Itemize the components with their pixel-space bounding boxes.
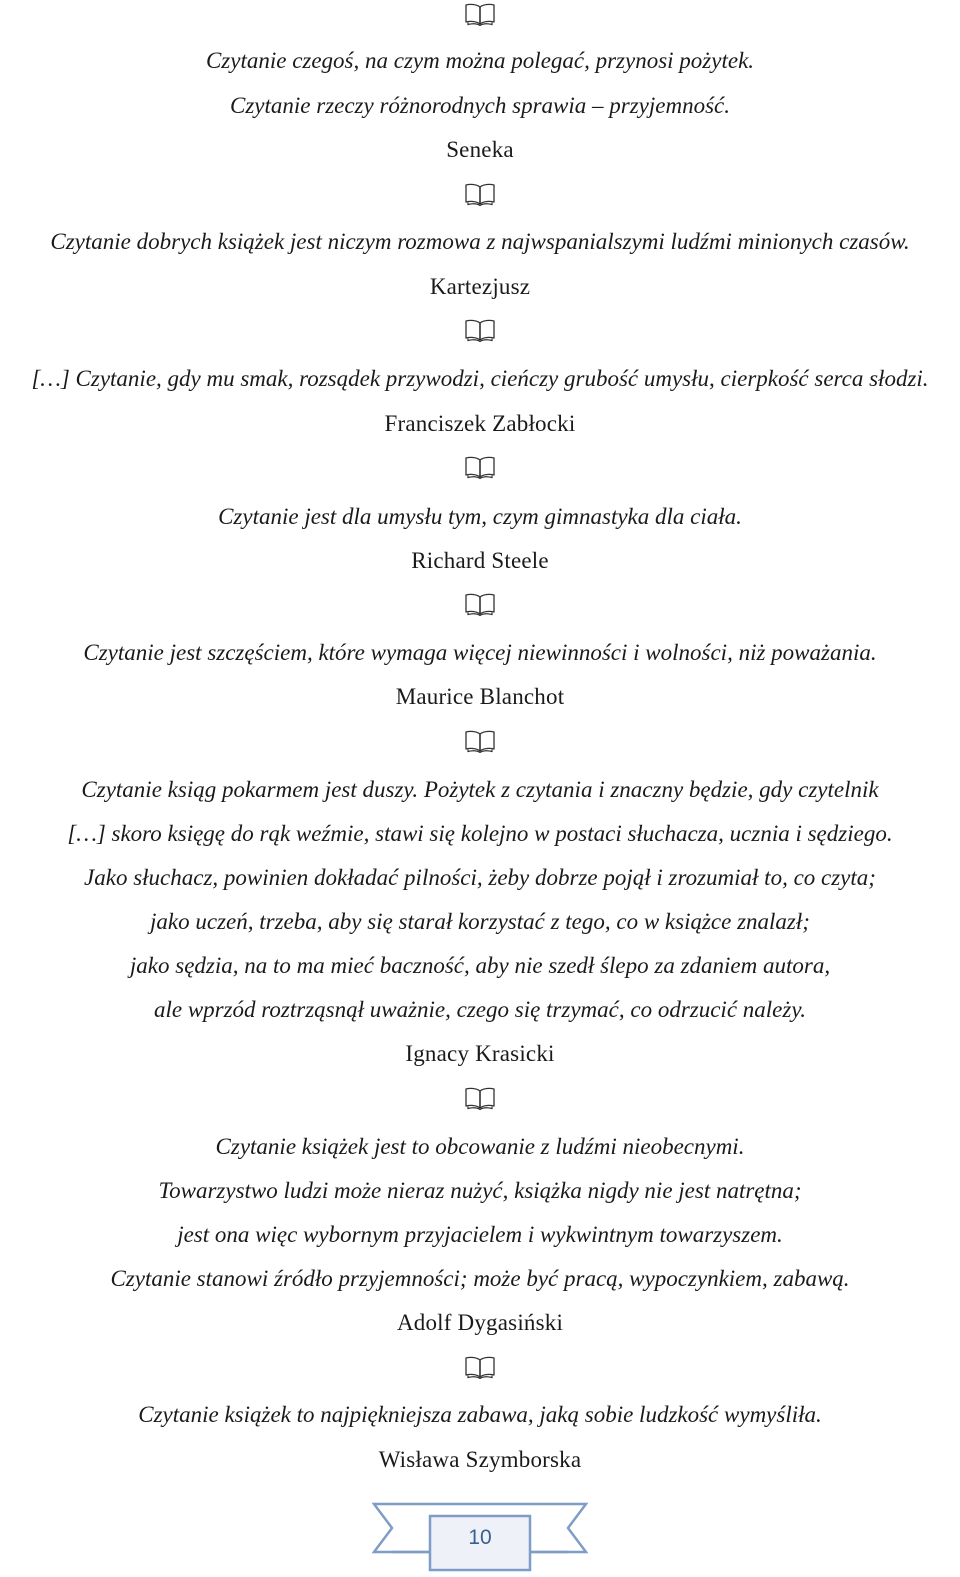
quote-4-author: Richard Steele [411,548,549,573]
quote-8-line-1: Czytanie książek to najpiękniejsza zabawa, jaką sobie ludzkość wymyśliła. [138,1402,822,1427]
open-book-icon [464,1086,496,1110]
quote-6-author: Ignacy Krasicki [405,1041,555,1066]
quote-7-line-1: Czytanie książek jest to obcowanie z ludźmi nieobecnymi. [215,1134,745,1159]
quote-5-author: Maurice Blanchot [395,684,565,709]
page-number: 10 [468,1526,492,1549]
quote-6-line-4: jako uczeń, trzeba, aby się starał korzystać z tego, co w książce znalazł; [150,909,810,934]
open-book-icon [464,455,496,479]
open-book-icon [464,592,496,616]
quote-3-line-1: […] Czytanie, gdy mu smak, rozsądek przywodzi, cieńczy grubość umysłu, cierpkość serca słodzi. [31,366,929,391]
open-book-icon [464,2,496,26]
quote-5-line-1: Czytanie jest szczęściem, które wymaga więcej niewinności i wolności, niż poważania. [83,640,877,665]
open-book-icon [464,182,496,206]
quote-7-author: Adolf Dygasiński [396,1310,564,1335]
quote-2-line-1: Czytanie dobrych książek jest niczym rozmowa z najwspanialszymi ludźmi minionych czasów. [50,229,910,254]
quote-7-line-2: Towarzystwo ludzi może nieraz nużyć, książka nigdy nie jest natrętna; [158,1178,802,1203]
quote-6-line-1: Czytanie ksiąg pokarmem jest duszy. Pożytek z czytania i znaczny będzie, gdy czytelnik [81,777,879,802]
open-book-icon [464,318,496,342]
open-book-icon [464,729,496,753]
quote-3-author: Franciszek Zabłocki [384,411,576,436]
quote-6-line-2: […] skoro księgę do rąk weźmie, stawi się kolejno w postaci słuchacza, ucznia i sędziego. [67,821,893,846]
quote-8-author: Wisława Szymborska [378,1447,582,1472]
quote-6-line-5: jako sędzia, na to ma mieć baczność, aby nie szedł ślepo za zdaniem autora, [129,953,831,978]
quote-6-line-6: ale wprzód roztrząsnął uważnie, czego się trzymać, co odrzucić należy. [153,997,807,1022]
quote-7-line-4: Czytanie stanowi źródło przyjemności; może być pracą, wypoczynkiem, zabawą. [110,1266,850,1291]
quote-2-author: Kartezjusz [429,274,531,299]
quote-4-line-1: Czytanie jest dla umysłu tym, czym gimnastyka dla ciała. [218,504,742,529]
quote-1-author: Seneka [446,137,514,162]
quote-1-line-2: Czytanie rzeczy różnorodnych sprawia – przyjemność. [230,93,730,118]
open-book-icon [464,1355,496,1379]
quote-1-line-1: Czytanie czegoś, na czym można polegać, przynosi pożytek. [205,48,755,73]
quote-6-line-3: Jako słuchacz, powinien dokładać pilności, żeby dobrze pojął i zrozumiał to, co czyta; [84,865,876,890]
quote-7-line-3: jest ona więc wybornym przyjacielem i wykwintnym towarzyszem. [177,1222,783,1247]
